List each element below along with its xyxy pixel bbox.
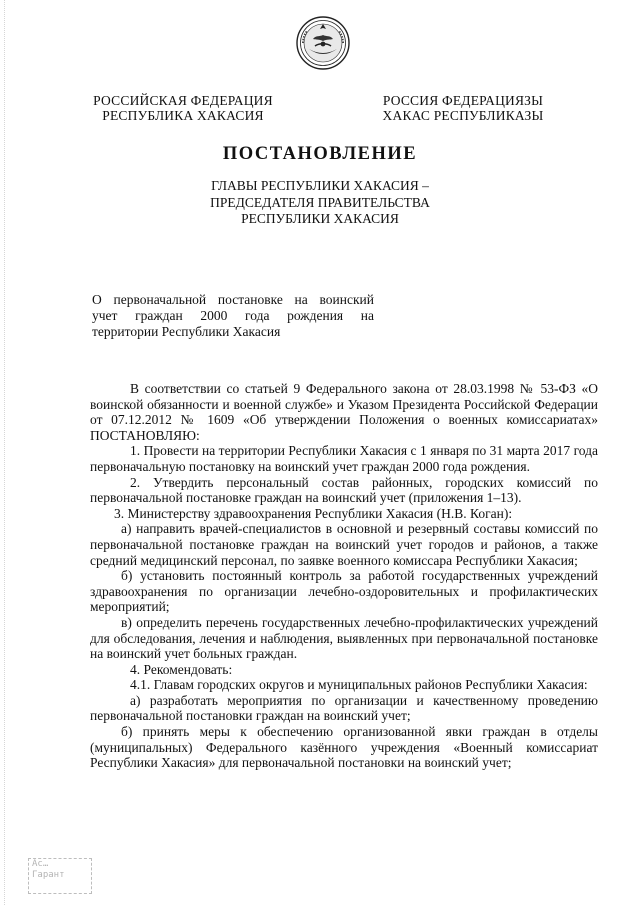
- document-subject: [92, 292, 374, 340]
- subject-line-3: территории Республики Хакасия: [92, 324, 281, 339]
- authority-line-1: ГЛАВЫ РЕСПУБЛИКИ ХАКАСИЯ –: [211, 178, 429, 193]
- stamp-line-2: Гарант: [32, 870, 65, 880]
- faded-stamp: [28, 858, 92, 894]
- stamp-line-1: Ac…: [32, 859, 49, 869]
- paragraph-item-3c: в) определить перечень государственных лечебно-профилактических учреждений для обследования, лечения и наблюдения, выявленных при первоначальной постановке на воинский учет больных граждан.: [90, 614, 598, 662]
- authority-line-2: ПРЕДСЕДАТЕЛЯ ПРАВИТЕЛЬСТВА: [210, 194, 430, 210]
- paragraph-preamble: В соответствии со статьей 9 Федерального закона от 28.03.1998 № 53-ФЗ «О воинской обязанности и военной службе» и Указом Президента Российской Федерации от 07.12.2012 № 1609 «Об утверждении Положения о военных комиссариатах» ПОСТАНОВЛЯЮ:: [90, 381, 598, 443]
- coat-of-arms-emblem: [295, 15, 351, 71]
- paragraph-item-3b: б) установить постоянный контроль за работой государственных учреждений здравоохранения по организации лечебно-оздоровительных и профилактических мероприятий;: [90, 568, 598, 615]
- header-left-line-2: РЕСПУБЛИКА ХАКАСИЯ: [102, 108, 264, 123]
- paragraph-item-4-1: 4.1. Главам городских округов и муниципальных районов Республики Хакасия:: [130, 677, 588, 693]
- header-right-line-2: ХАКАС РЕСПУБЛИКАЗЫ: [382, 108, 544, 123]
- paragraph-item-4: 4. Рекомендовать:: [130, 661, 233, 677]
- authority-line-3: РЕСПУБЛИКИ ХАКАСИЯ: [241, 211, 399, 226]
- document-type-title: ПОСТАНОВЛЕНИЕ: [222, 144, 418, 164]
- issuing-authority: [0, 178, 640, 228]
- paragraph-item-4-1a: а) разработать мероприятия по организации и качественному проведению первоначальной постановки граждан на воинский учет;: [90, 692, 598, 724]
- header-right-line-1: РОССИЯ ФЕДЕРАЦИЯЗЫ: [382, 93, 544, 108]
- header-khakas-language: [370, 93, 556, 123]
- subject-line-1: О первоначальной постановке на воинский: [92, 292, 374, 307]
- paragraph-item-3a: а) направить врачей-специалистов в основной и резервный составы комиссий по первоначальной постановке граждан на воинский учет городов и районов, а также средний медицинский персонал, по заявке военного комиссара Республики Хакасия;: [90, 521, 598, 568]
- document-body: [90, 381, 598, 771]
- paragraph-item-3: 3. Министерству здравоохранения Республики Хакасия (Н.В. Коган):: [114, 505, 513, 521]
- paragraph-item-2: 2. Утвердить персональный состав районных, городских комиссий по первоначальной постановке граждан на воинский учет (приложения 1–13).: [90, 474, 598, 506]
- subject-line-2: учет граждан 2000 года рождения на: [92, 308, 374, 323]
- header-left-line-1: РОССИЙСКАЯ ФЕДЕРАЦИЯ: [93, 93, 273, 108]
- paragraph-item-4-1b: б) принять меры к обеспечению организованной явки граждан в отделы (муниципальных) Федерального казённого учреждения «Военный комиссариат Республики Хакасия» для первоначальной постановки на воинский учет;: [90, 724, 598, 771]
- scan-margin-line: [4, 0, 5, 905]
- header-russian-federation: [84, 93, 282, 123]
- paragraph-item-1: 1. Провести на территории Республики Хакасия с 1 января по 31 марта 2017 года первоначальную постановку на воинский учет граждан 2000 года рождения.: [90, 443, 598, 474]
